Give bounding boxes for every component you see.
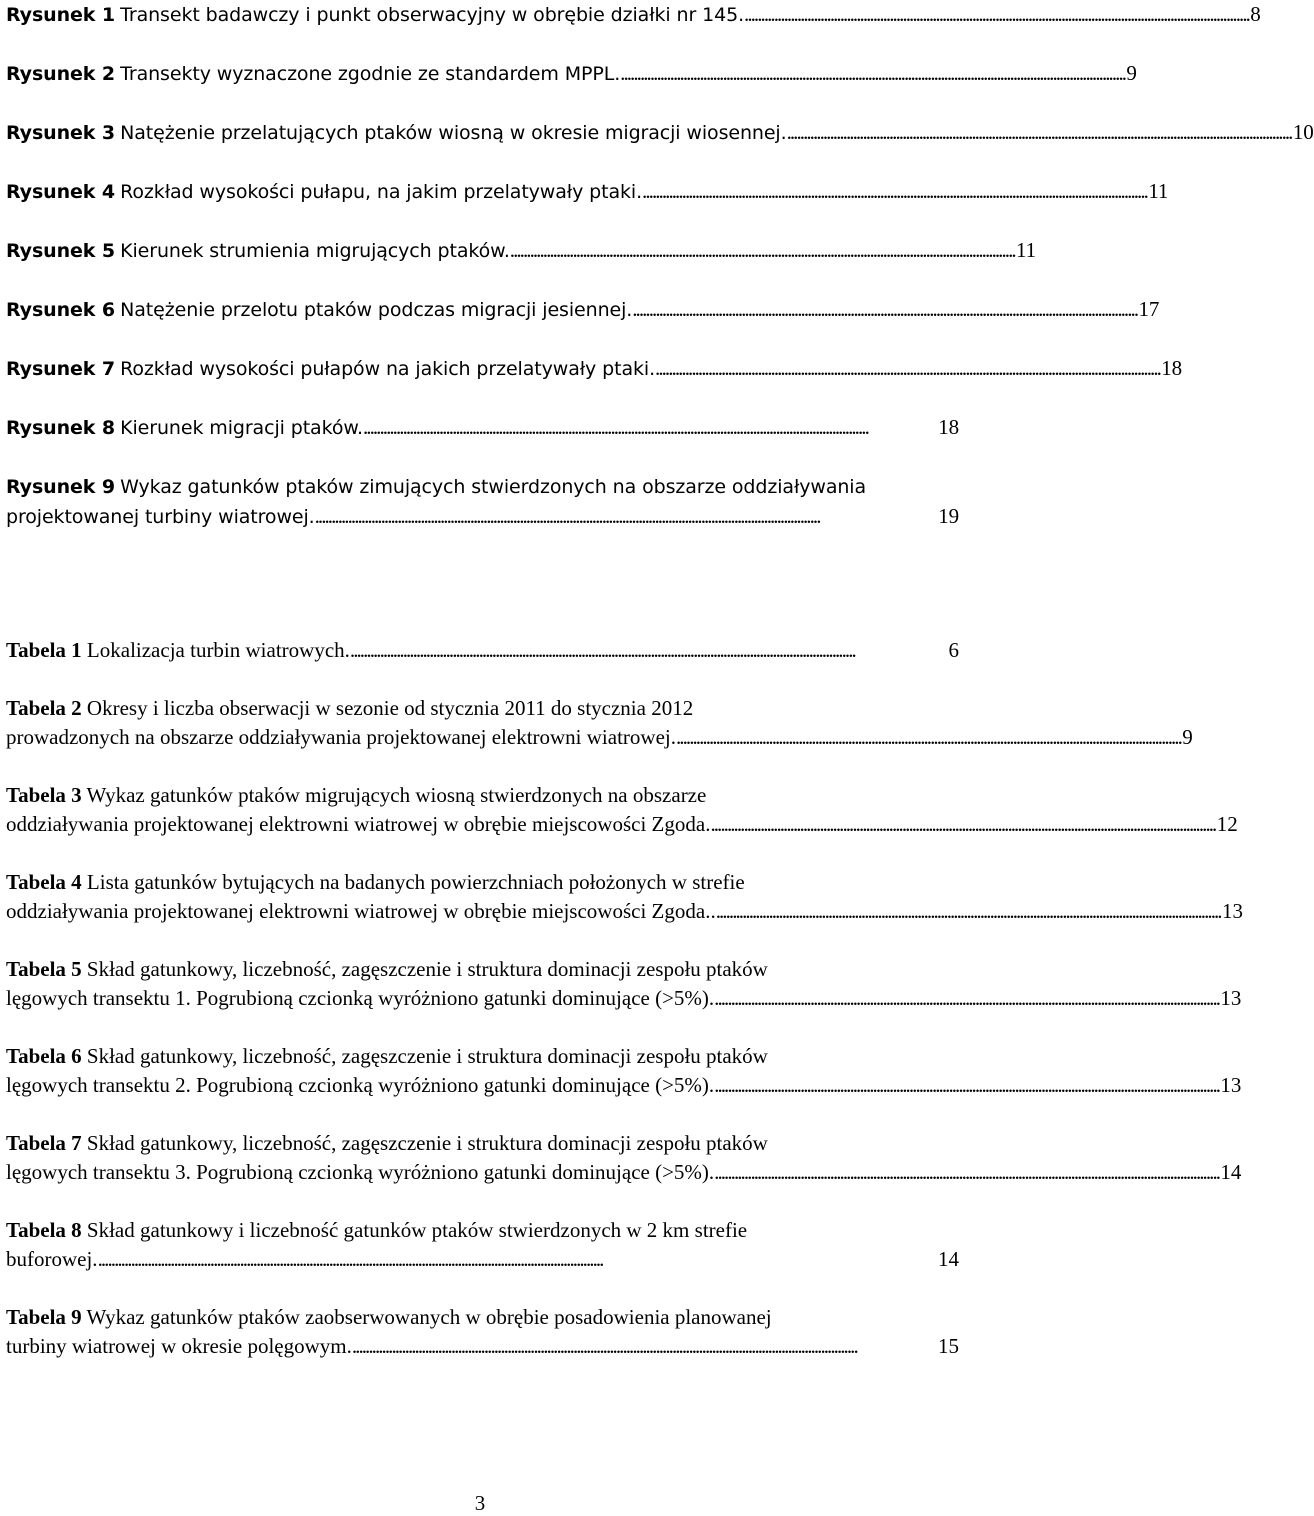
table-label: Tabela 8 — [6, 1218, 82, 1242]
dot-leader — [714, 1158, 1217, 1187]
dot-leader — [363, 413, 935, 442]
figure-title: Rozkład wysokości pułapu, na jakim przelatywały ptaki. — [120, 181, 643, 203]
figure-entry-1[interactable] — [6, 0, 1261, 30]
figure-title: Transekt badawczy i punkt obserwacyjny w obrębie działki nr 145. — [120, 4, 745, 26]
table-entry-3[interactable] — [6, 781, 1238, 839]
figure-entry-3[interactable] — [6, 118, 1314, 148]
figure-entry-9[interactable] — [6, 472, 959, 532]
page-reference: 9 — [1126, 61, 1137, 85]
dot-leader — [350, 636, 946, 665]
table-title-line-1: Okresy i liczba obserwacji w sezonie od stycznia 2011 do stycznia 2012 — [86, 696, 694, 720]
figure-label: Rysunek 8 — [6, 417, 115, 439]
figure-label: Rysunek 7 — [6, 358, 115, 380]
figure-entry-6[interactable] — [6, 295, 1160, 325]
dot-leader — [632, 295, 1135, 324]
page-reference: 14 — [938, 1247, 959, 1271]
dot-leader — [620, 59, 1123, 88]
page-number: 3 — [474, 1491, 486, 1515]
figure-label: Rysunek 2 — [6, 63, 115, 85]
figure-entry-2[interactable] — [6, 59, 1137, 89]
table-entry-7[interactable] — [6, 1129, 1242, 1187]
dot-leader — [352, 1332, 935, 1361]
table-title-line-1: Wykaz gatunków ptaków migrujących wiosną stwierdzonych na obszarze — [86, 783, 707, 807]
table-title: Lokalizacja turbin wiatrowych. — [86, 638, 350, 662]
figure-title: Natężenie przelotu ptaków podczas migracji jesiennej. — [120, 299, 633, 321]
figure-label: Rysunek 9 — [6, 476, 115, 498]
list-of-tables — [6, 636, 1243, 1390]
page-reference: 11 — [1016, 238, 1037, 262]
page-reference: 13 — [1221, 899, 1243, 923]
table-label: Tabela 5 — [6, 957, 82, 981]
dot-leader — [714, 1071, 1217, 1100]
table-title-line-2: lęgowych transektu 2. Pogrubioną czcionką wyróżniono gatunki dominujące (>5%). — [6, 1073, 715, 1097]
page-reference: 10 — [1292, 120, 1314, 144]
figure-title: Kierunek migracji ptaków. — [120, 417, 363, 439]
figure-label: Rysunek 5 — [6, 240, 115, 262]
table-entry-6[interactable] — [6, 1042, 1242, 1100]
figure-title: Kierunek strumienia migrujących ptaków. — [120, 240, 510, 262]
dot-leader — [676, 723, 1179, 752]
table-label: Tabela 7 — [6, 1131, 82, 1155]
table-label: Tabela 6 — [6, 1044, 82, 1068]
table-title-line-1: Wykaz gatunków ptaków zaobserwowanych w obrębie posadowienia planowanej — [86, 1305, 772, 1329]
table-label: Tabela 4 — [6, 870, 82, 894]
figure-title: Natężenie przelatujących ptaków wiosną w okresie migracji wiosennej. — [120, 122, 787, 144]
list-of-figures — [6, 0, 1314, 561]
table-title-line-2: oddziaływania projektowanej elektrowni wiatrowej w obrębie miejscowości Zgoda. — [6, 812, 711, 836]
figure-entry-8[interactable] — [6, 413, 959, 443]
dot-leader — [642, 177, 1145, 206]
dot-leader — [98, 1245, 935, 1274]
table-title-line-1: Skład gatunkowy i liczebność gatunków ptaków stwierdzonych w 2 km strefie — [86, 1218, 748, 1242]
dot-leader — [714, 984, 1217, 1013]
dot-leader — [315, 502, 936, 531]
table-entry-4[interactable] — [6, 868, 1243, 926]
dot-leader — [744, 0, 1247, 29]
figure-title-line-2: projektowanej turbiny wiatrowej. — [6, 506, 315, 528]
page-reference: 13 — [1220, 986, 1242, 1010]
table-entry-5[interactable] — [6, 955, 1242, 1013]
figure-title: Transekty wyznaczone zgodnie ze standardem MPPL. — [120, 63, 621, 85]
page-reference: 14 — [1220, 1160, 1242, 1184]
page-reference: 12 — [1216, 812, 1238, 836]
dot-leader — [716, 897, 1219, 926]
table-title-line-1: Lista gatunków bytujących na badanych powierzchniach położonych w strefie — [86, 870, 745, 894]
page-reference: 8 — [1250, 2, 1261, 26]
table-title-line-1: Skład gatunkowy, liczebność, zagęszczenie i struktura dominacji zespołu ptaków — [86, 1131, 768, 1155]
dot-leader — [510, 236, 1013, 265]
dot-leader — [655, 354, 1158, 383]
table-title-line-2: prowadzonych na obszarze oddziaływania projektowanej elektrowni wiatrowej. — [6, 725, 676, 749]
table-label: Tabela 3 — [6, 783, 82, 807]
page-reference: 15 — [938, 1334, 959, 1358]
figure-entry-4[interactable] — [6, 177, 1169, 207]
table-title-line-2: buforowej. — [6, 1247, 98, 1271]
table-label: Tabela 9 — [6, 1305, 82, 1329]
page-reference: 13 — [1220, 1073, 1242, 1097]
figure-label: Rysunek 1 — [6, 4, 115, 26]
figure-entry-5[interactable] — [6, 236, 1037, 266]
figure-title-line-1: Wykaz gatunków ptaków zimujących stwierdzonych na obszarze oddziaływania — [120, 476, 867, 498]
table-title-line-1: Skład gatunkowy, liczebność, zagęszczenie i struktura dominacji zespołu ptaków — [86, 1044, 768, 1068]
figure-label: Rysunek 6 — [6, 299, 115, 321]
page-reference: 18 — [1161, 356, 1183, 380]
page-reference: 19 — [938, 504, 959, 528]
table-label: Tabela 1 — [6, 638, 82, 662]
table-title-line-1: Skład gatunkowy, liczebność, zagęszczenie i struktura dominacji zespołu ptaków — [86, 957, 768, 981]
table-title-line-2: oddziaływania projektowanej elektrowni wiatrowej w obrębie miejscowości Zgoda.. — [6, 899, 716, 923]
page-reference: 18 — [938, 415, 959, 439]
figure-entry-7[interactable] — [6, 354, 1183, 384]
figure-label: Rysunek 4 — [6, 181, 115, 203]
table-title-line-2: lęgowych transektu 3. Pogrubioną czcionką wyróżniono gatunki dominujące (>5%). — [6, 1160, 715, 1184]
page-reference: 6 — [948, 638, 959, 662]
table-title-line-2: turbiny wiatrowej w okresie polęgowym. — [6, 1334, 352, 1358]
table-entry-9[interactable] — [6, 1303, 959, 1361]
table-entry-8[interactable] — [6, 1216, 959, 1274]
page-reference: 11 — [1148, 179, 1169, 203]
page-reference: 9 — [1182, 725, 1193, 749]
table-entry-1[interactable] — [6, 636, 959, 665]
table-label: Tabela 2 — [6, 696, 82, 720]
table-title-line-2: lęgowych transektu 1. Pogrubioną czcionką wyróżniono gatunki dominujące (>5%). — [6, 986, 715, 1010]
page-reference: 17 — [1138, 297, 1160, 321]
table-entry-2[interactable] — [6, 694, 1193, 752]
figure-label: Rysunek 3 — [6, 122, 115, 144]
dot-leader — [787, 118, 1290, 147]
dot-leader — [710, 810, 1213, 839]
figure-title: Rozkład wysokości pułapów na jakich przelatywały ptaki. — [120, 358, 656, 380]
